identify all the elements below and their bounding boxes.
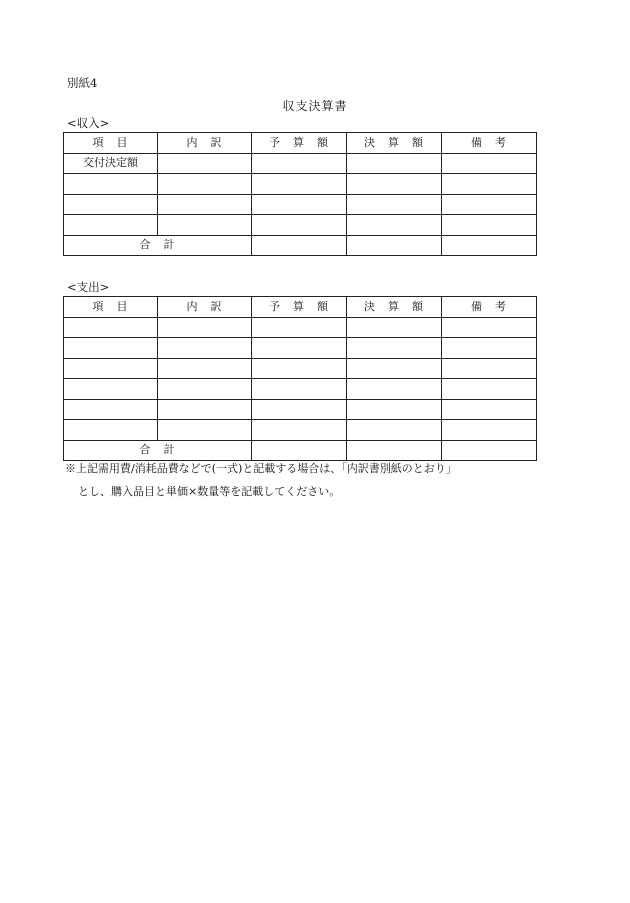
- table-row: [64, 215, 537, 236]
- expense-breakdown-cell[interactable]: [158, 338, 252, 359]
- expense-section-label: <支出>: [67, 280, 110, 294]
- income-total-notes-cell[interactable]: [442, 235, 537, 256]
- income-total-settlement-cell[interactable]: [347, 235, 442, 256]
- expense-total-label: 合 計: [64, 440, 252, 461]
- income-item-cell[interactable]: 交付決定額: [64, 153, 158, 174]
- table-row: [64, 399, 537, 420]
- expense-item-cell[interactable]: [64, 317, 158, 338]
- expense-notes-cell[interactable]: [442, 338, 537, 359]
- expense-item-cell[interactable]: [64, 399, 158, 420]
- income-section-label: <収入>: [67, 116, 110, 130]
- income-item-cell[interactable]: [64, 174, 158, 195]
- expense-breakdown-cell[interactable]: [158, 399, 252, 420]
- expense-item-cell[interactable]: [64, 338, 158, 359]
- expense-notes-cell[interactable]: [442, 317, 537, 338]
- table-row: [64, 153, 537, 174]
- table-row: [64, 420, 537, 441]
- table-row: [64, 358, 537, 379]
- expense-header-row: [64, 297, 537, 318]
- expense-item-cell[interactable]: [64, 420, 158, 441]
- expense-header-settlement: 決 算 額: [347, 297, 442, 318]
- expense-total-settlement-cell[interactable]: [347, 440, 442, 461]
- table-row: [64, 338, 537, 359]
- table-row: [64, 379, 537, 400]
- table-row: [64, 317, 537, 338]
- expense-notes-cell[interactable]: [442, 358, 537, 379]
- expense-header-budget: 予 算 額: [252, 297, 347, 318]
- income-breakdown-cell[interactable]: [158, 153, 252, 174]
- income-breakdown-cell[interactable]: [158, 215, 252, 236]
- income-header-item: 項 目: [64, 133, 158, 154]
- income-table: [63, 132, 537, 256]
- income-header-row: [64, 133, 537, 154]
- income-header-breakdown: 内 訳: [158, 133, 252, 154]
- expense-notes-cell[interactable]: [442, 420, 537, 441]
- expense-budget-cell[interactable]: [252, 379, 347, 400]
- expense-notes-cell[interactable]: [442, 399, 537, 420]
- expense-total-notes-cell[interactable]: [442, 440, 537, 461]
- expense-breakdown-cell[interactable]: [158, 317, 252, 338]
- income-notes-cell[interactable]: [442, 215, 537, 236]
- income-header-notes: 備 考: [442, 133, 537, 154]
- expense-budget-cell[interactable]: [252, 338, 347, 359]
- income-item-cell[interactable]: [64, 194, 158, 215]
- income-notes-cell[interactable]: [442, 174, 537, 195]
- income-breakdown-cell[interactable]: [158, 194, 252, 215]
- income-budget-cell[interactable]: [252, 174, 347, 195]
- attachment-label: 別紙4: [67, 76, 98, 90]
- expense-settlement-cell[interactable]: [347, 338, 442, 359]
- expense-budget-cell[interactable]: [252, 358, 347, 379]
- expense-settlement-cell[interactable]: [347, 379, 442, 400]
- income-settlement-cell[interactable]: [347, 194, 442, 215]
- expense-settlement-cell[interactable]: [347, 420, 442, 441]
- expense-item-cell[interactable]: [64, 379, 158, 400]
- income-settlement-cell[interactable]: [347, 215, 442, 236]
- expense-header-breakdown: 内 訳: [158, 297, 252, 318]
- income-budget-cell[interactable]: [252, 153, 347, 174]
- expense-settlement-cell[interactable]: [347, 317, 442, 338]
- income-header-settlement: 決 算 額: [347, 133, 442, 154]
- document-title: 収支決算書: [282, 99, 348, 113]
- footnote-line-1: ※上記需用費/消耗品費などで(一式)と記載する場合は、「内訳書別紙のとおり」: [65, 462, 457, 475]
- income-settlement-cell[interactable]: [347, 153, 442, 174]
- expense-budget-cell[interactable]: [252, 317, 347, 338]
- expense-header-notes: 備 考: [442, 297, 537, 318]
- income-total-row: [64, 235, 537, 256]
- expense-total-row: [64, 440, 537, 461]
- expense-breakdown-cell[interactable]: [158, 420, 252, 441]
- expense-notes-cell[interactable]: [442, 379, 537, 400]
- expense-breakdown-cell[interactable]: [158, 358, 252, 379]
- income-total-budget-cell[interactable]: [252, 235, 347, 256]
- income-header-budget: 予 算 額: [252, 133, 347, 154]
- footnote-line-2: とし、購入品目と単価×数量等を記載してください。: [78, 485, 341, 498]
- expense-item-cell[interactable]: [64, 358, 158, 379]
- expense-table: [63, 296, 537, 461]
- income-notes-cell[interactable]: [442, 194, 537, 215]
- expense-breakdown-cell[interactable]: [158, 379, 252, 400]
- income-total-label: 合 計: [64, 235, 252, 256]
- table-row: [64, 174, 537, 195]
- expense-header-item: 項 目: [64, 297, 158, 318]
- income-item-cell[interactable]: [64, 215, 158, 236]
- income-budget-cell[interactable]: [252, 194, 347, 215]
- expense-budget-cell[interactable]: [252, 420, 347, 441]
- income-budget-cell[interactable]: [252, 215, 347, 236]
- expense-budget-cell[interactable]: [252, 399, 347, 420]
- expense-settlement-cell[interactable]: [347, 399, 442, 420]
- expense-settlement-cell[interactable]: [347, 358, 442, 379]
- income-breakdown-cell[interactable]: [158, 174, 252, 195]
- income-settlement-cell[interactable]: [347, 174, 442, 195]
- table-row: [64, 194, 537, 215]
- expense-total-budget-cell[interactable]: [252, 440, 347, 461]
- income-notes-cell[interactable]: [442, 153, 537, 174]
